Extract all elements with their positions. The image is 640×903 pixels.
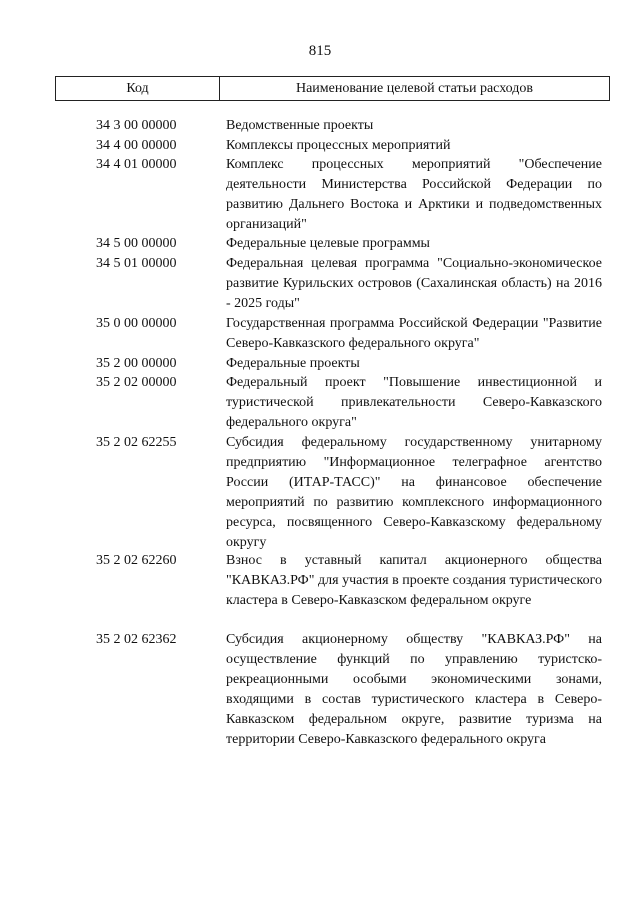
row-name: Субсидия акционерному обществу "КАВКАЗ.РФ" на осуществление функций по управлению туристско-рекреационными особыми экономическими зонами, входящими в состав туристического кластера в Северо-Кавказском федеральном округе, развитие туризма на территории Северо-Кавказского федерального округа — [226, 632, 602, 747]
row-code: 35 2 02 62255 — [96, 435, 177, 450]
table-row — [0, 630, 640, 770]
table-row — [0, 136, 640, 155]
row-name: Федеральный проект "Повышение инвестиционной и туристической привлекательности Северо-Кавказского федерального округа" — [226, 375, 602, 430]
table-row — [0, 433, 640, 551]
row-name: Федеральные проекты — [226, 356, 360, 371]
table-header — [55, 76, 610, 101]
row-code: 34 4 01 00000 — [96, 157, 177, 172]
row-code: 35 2 00 00000 — [96, 356, 177, 371]
row-code: 35 2 02 62260 — [96, 553, 177, 568]
row-name: Субсидия федеральному государственному унитарному предприятию "Информационное телеграфное агентство России (ИТАР-ТАСС)" на финансовое обеспечение мероприятий по развитию комплексного информационного ресурса, посвященного Северо-Кавказскому федеральному округу — [226, 435, 602, 550]
page-number: 815 — [308, 43, 332, 59]
row-code: 34 5 01 00000 — [96, 256, 177, 271]
table-row — [0, 354, 640, 373]
expense-items-list — [0, 116, 640, 770]
table-row — [0, 254, 640, 314]
row-name: Федеральные целевые программы — [226, 236, 430, 251]
row-code: 34 4 00 00000 — [96, 138, 177, 153]
row-name: Комплексы процессных мероприятий — [226, 138, 451, 153]
table-row — [0, 314, 640, 354]
row-name: Комплекс процессных мероприятий "Обеспечение деятельности Министерства Российской Федерации по развитию Дальнего Востока и Арктики и подведомственных организаций" — [226, 157, 602, 232]
row-code: 35 2 02 00000 — [96, 375, 177, 390]
table-row — [0, 155, 640, 234]
table-row — [0, 373, 640, 433]
row-code: 35 2 02 62362 — [96, 632, 177, 647]
row-code: 34 3 00 00000 — [96, 118, 177, 133]
table-row — [0, 551, 640, 630]
header-code-label: Код — [56, 77, 220, 100]
row-name: Взнос в уставный капитал акционерного общества "КАВКАЗ.РФ" для участия в проекте создания туристического кластера в Северо-Кавказском федеральном округе — [226, 553, 602, 608]
table-row — [0, 234, 640, 254]
header-name-label: Наименование целевой статьи расходов — [295, 80, 534, 96]
row-name: Федеральная целевая программа "Социально-экономическое развитие Курильских островов (Сахалинская область) на 2016 - 2025 годы" — [226, 256, 602, 311]
row-code: 35 0 00 00000 — [96, 316, 177, 331]
table-row — [0, 116, 640, 136]
row-code: 34 5 00 00000 — [96, 236, 177, 251]
row-name: Государственная программа Российской Федерации "Развитие Северо-Кавказского федерального округа" — [226, 316, 602, 351]
row-name: Ведомственные проекты — [226, 118, 374, 133]
